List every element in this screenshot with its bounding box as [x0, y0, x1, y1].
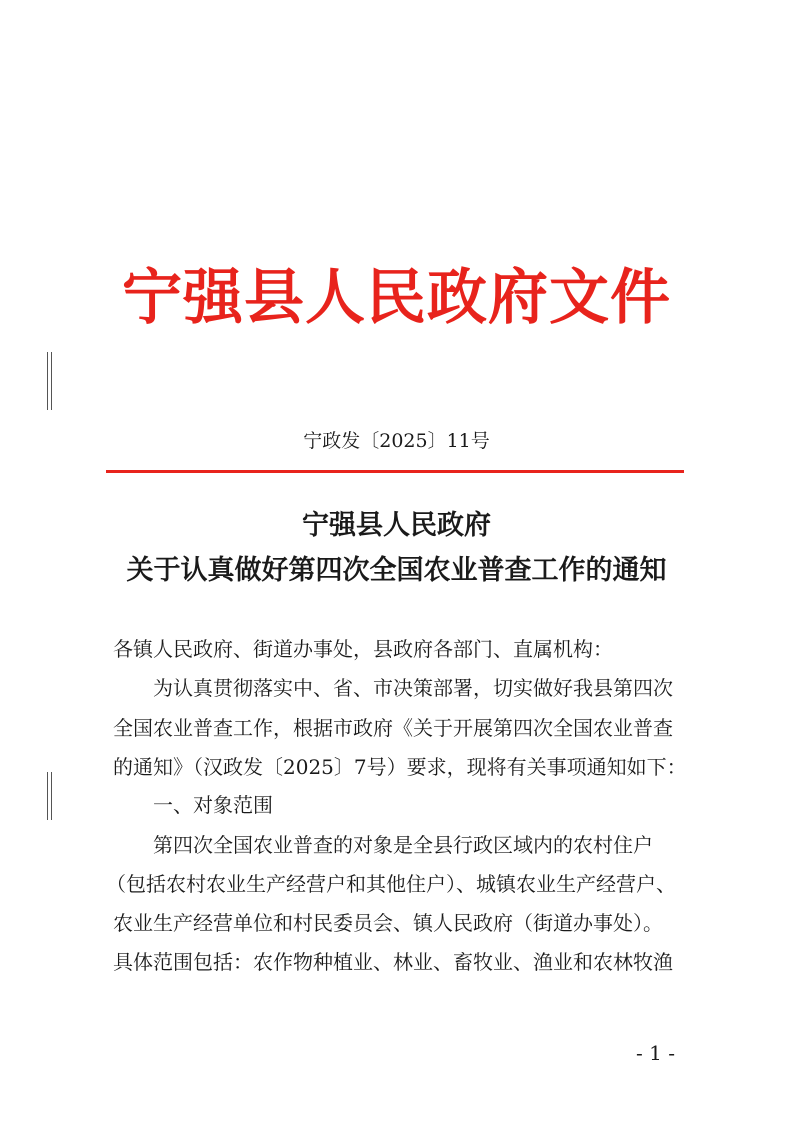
- body-paragraph-line: 第四次全国农业普查的对象是全县行政区域内的农村住户: [153, 833, 653, 857]
- body-paragraph-line: 具体范围包括：农作物种植业、林业、畜牧业、渔业和农林牧渔: [113, 950, 673, 974]
- body-paragraph-line: 全国农业普查工作，根据市政府《关于开展第四次全国农业普查: [113, 716, 673, 740]
- document-title-subject: 关于认真做好第四次全国农业普查工作的通知: [126, 555, 667, 586]
- section-heading: 一、对象范围: [153, 793, 273, 817]
- body-paragraph-line: 为认真贯彻落实中、省、市决策部署，切实做好我县第四次: [153, 676, 673, 700]
- body-paragraph-line: （包括农村农业生产经营户和其他住户）、城镇农业生产经营户、: [106, 872, 676, 896]
- document-title-issuer: 宁强县人民政府: [302, 510, 491, 541]
- document-masthead: 宁强县人民政府文件: [122, 263, 671, 333]
- addressee-line: 各镇人民政府、街道办事处，县政府各部门、直属机构：: [113, 637, 613, 661]
- document-number: 宁政发〔2025〕11号: [303, 430, 490, 452]
- binding-mark: [47, 352, 52, 410]
- red-separator-line: [106, 470, 684, 473]
- body-paragraph-line: 的通知》（汉政发〔2025〕7号）要求，现将有关事项通知如下：: [113, 755, 687, 779]
- body-paragraph-line: 农业生产经营单位和村民委员会、镇人民政府（街道办事处）。: [113, 911, 663, 935]
- binding-mark: [47, 772, 52, 820]
- page-number: - 1 -: [636, 1041, 675, 1065]
